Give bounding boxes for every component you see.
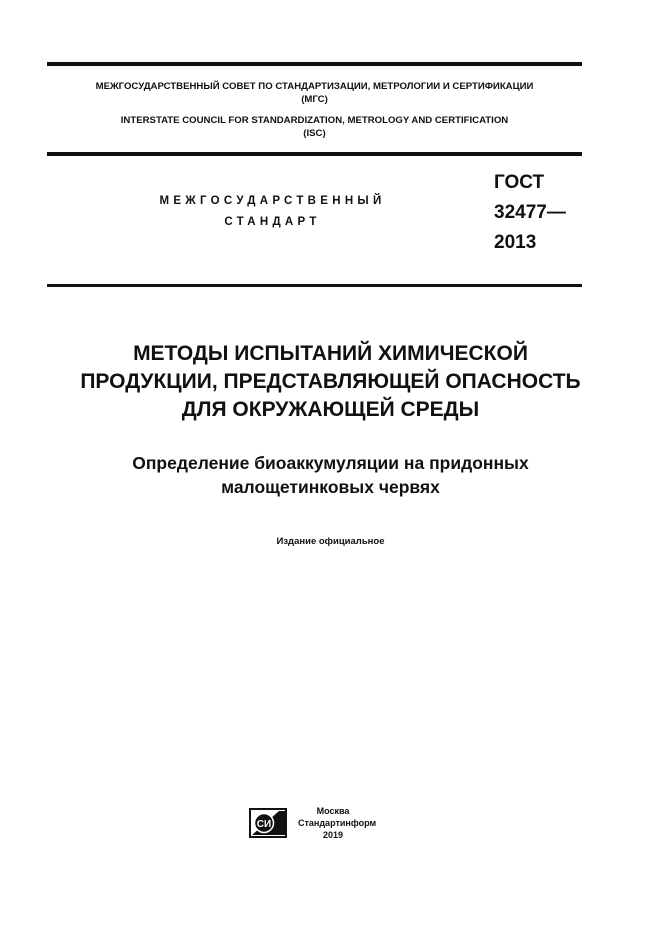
standard-kind-line1: МЕЖГОСУДАРСТВЕННЫЙ (159, 195, 386, 207)
title-line1: МЕТОДЫ ИСПЫТАНИЙ ХИМИЧЕСКОЙ (133, 342, 528, 365)
standartinform-logo-icon (249, 808, 287, 838)
publisher-year: 2019 (322, 830, 344, 840)
council-name-en (47, 114, 582, 140)
subtitle-line1: Определение биоаккумуляции на придонных (132, 453, 529, 473)
svg-text:СИ: СИ (256, 819, 272, 830)
title-line2: ПРОДУКЦИИ, ПРЕДСТАВЛЯЮЩЕЙ ОПАСНОСТЬ (80, 370, 581, 393)
council-en-line1: INTERSTATE COUNCIL FOR STANDARDIZATION, METROLOGY AND CERTIFICATION (120, 115, 509, 126)
edition-label: Издание официальное (276, 536, 385, 547)
standard-kind (140, 191, 405, 233)
publisher-name: Стандартинформ (298, 818, 377, 828)
designation-year: 2013 (494, 232, 537, 253)
top-rule (47, 62, 582, 66)
council-name-ru (47, 80, 582, 106)
middle-rule (47, 152, 582, 156)
council-en-abbr: (ISC) (303, 128, 326, 139)
bottom-rule (47, 284, 582, 287)
document-title (60, 340, 601, 424)
publisher-city: Москва (316, 806, 350, 816)
publisher-imprint (298, 805, 377, 841)
council-ru-abbr: (МГС) (301, 94, 328, 105)
standard-designation (494, 168, 566, 258)
council-ru-line1: МЕЖГОСУДАРСТВЕННЫЙ СОВЕТ ПО СТАНДАРТИЗАЦИИ, МЕТРОЛОГИИ И СЕРТИФИКАЦИИ (95, 81, 534, 92)
designation-prefix: ГОСТ (494, 172, 545, 193)
document-subtitle (60, 451, 601, 499)
title-line3: ДЛЯ ОКРУЖАЮЩЕЙ СРЕДЫ (181, 398, 480, 421)
designation-number: 32477— (494, 202, 566, 223)
standard-kind-line2: СТАНДАРТ (224, 216, 321, 228)
subtitle-line2: малощетинковых червях (221, 477, 440, 497)
